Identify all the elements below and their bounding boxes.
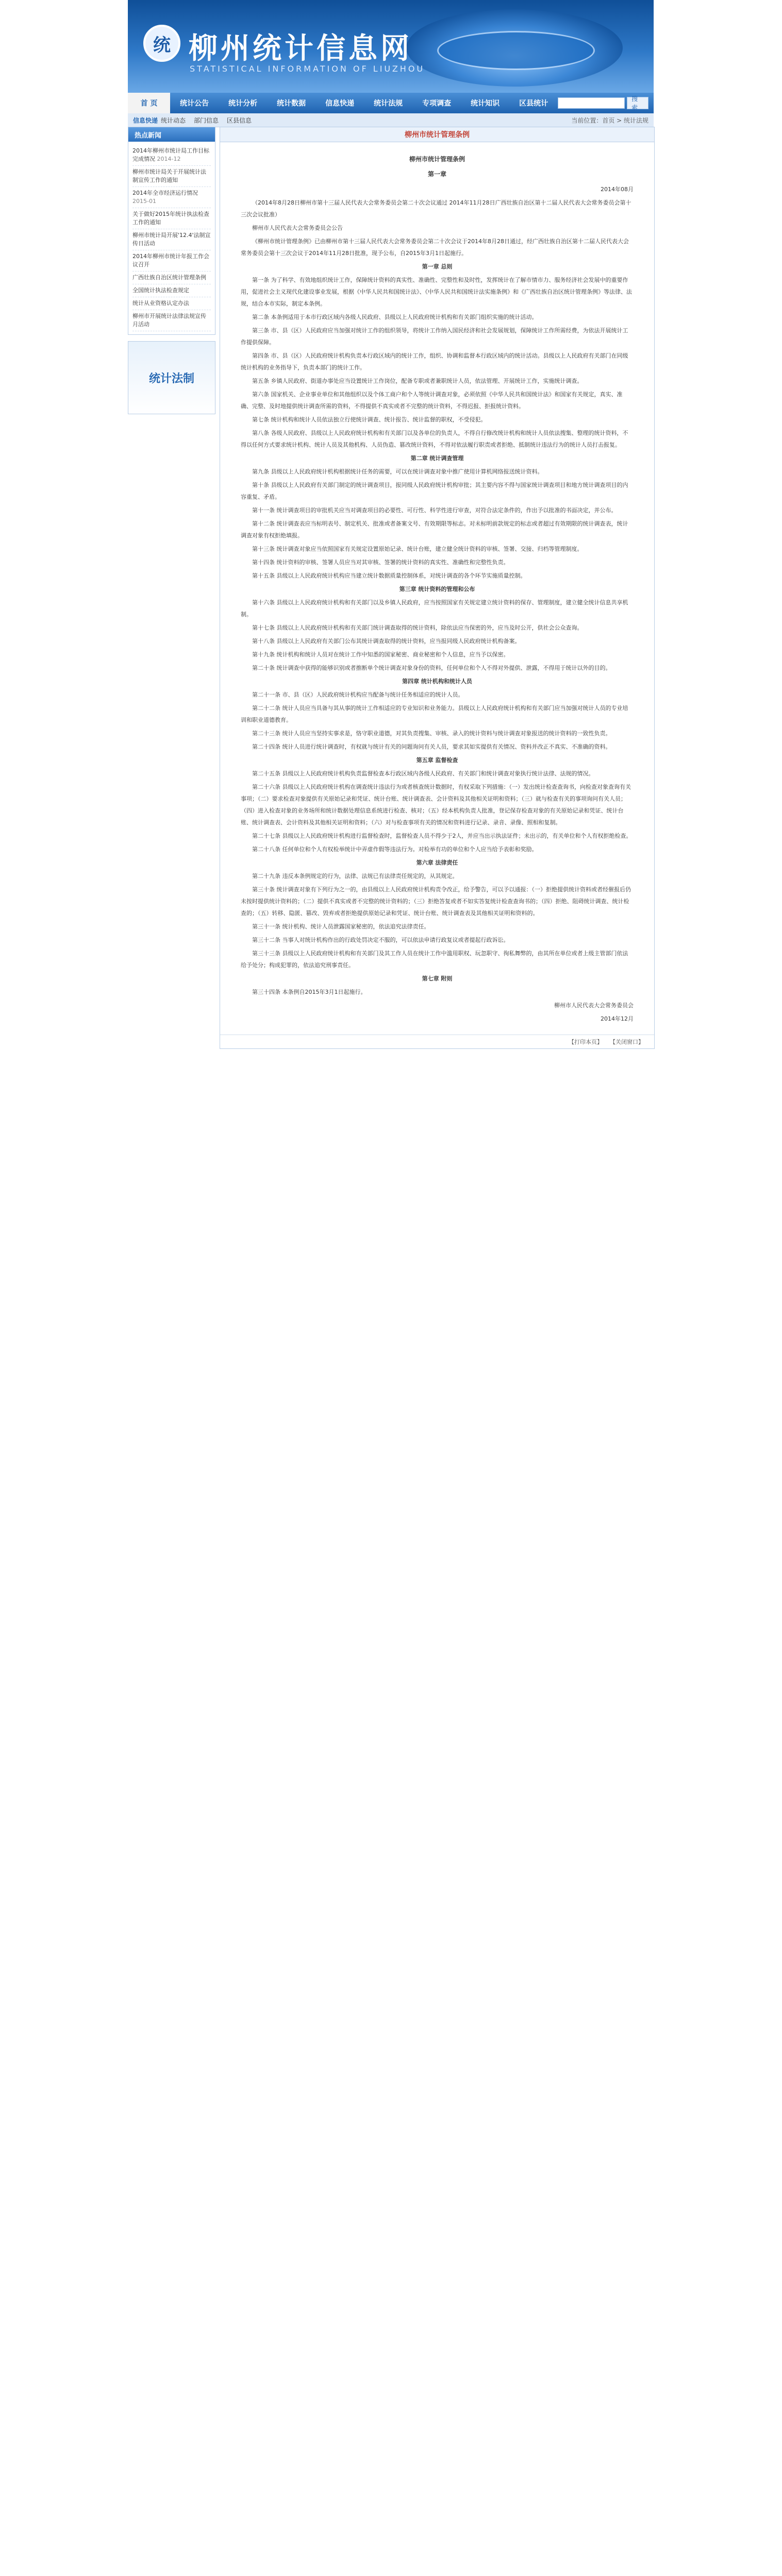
hot-news-title: 热点新闻 [128, 127, 215, 142]
list-item-date: 2015-01 [132, 198, 156, 205]
article-paragraph: 第二十三条 统计人员应当坚持实事求是，恪守职业道德，对其负责搜集、审核、录入的统计资料与统计调查对象报送的统计资料的一致性负责。 [252, 730, 611, 737]
main-nav [128, 93, 654, 113]
article-paragraph: 第七章 附则 [422, 975, 453, 982]
list-item[interactable] [132, 310, 211, 331]
list-item-text: 柳州市统计局关于开展统计法制宣传工作的通知 [132, 168, 206, 183]
list-item-text: 柳州市开展统计法律法规宣传月活动 [132, 313, 206, 328]
article-paragraph: 第二十条 统计调查中获得的能够识别或者推断单个统计调查对象身份的资料，任何单位和个人不得对外提供、泄露，不得用于统计以外的目的。 [252, 665, 611, 671]
subbar-link-2[interactable]: 部门信息 [194, 116, 219, 124]
article-paragraph: 第六条 国家机关、企业事业单位和其他组织以及个体工商户和个人等统计调查对象，必须依照《中华人民共和国统计法》和国家有关规定，真实、准确、完整、及时地提供统计调查所需的资料，不得提供不真实或者不完整的统计资料，不得迟报、拒报统计资料。 [241, 391, 623, 410]
list-item[interactable] [132, 297, 211, 310]
site-subtitle: STATISTICAL INFORMATION OF LIUZHOU [190, 64, 425, 74]
list-item-text: 2014年柳州市统计局工作目标完成情况 [132, 147, 209, 162]
list-item[interactable] [132, 208, 211, 229]
list-item[interactable] [132, 229, 211, 250]
page [128, 0, 654, 1045]
article-panel [220, 127, 655, 1049]
article-paragraph: 第二十七条 县级以上人民政府统计机构进行监督检查时，监督检查人员不得少于2人，并应当出示执法证件；未出示的，有关单位和个人有权拒绝检查。 [252, 833, 632, 839]
article-paragraph: 第三十三条 县级以上人民政府统计机构和有关部门及其工作人员在统计工作中滥用职权、玩忽职守、徇私舞弊的，由其所在单位或者上级主管部门依法给予处分；构成犯罪的，依法追究刑事责任。 [241, 950, 628, 969]
article-paragraph: 第三章 统计资料的管理和公布 [399, 586, 475, 592]
list-item-text: 2014年全市经济运行情况 [132, 190, 198, 196]
article-paragraph: 第一条 为了科学、有效地组织统计工作，保障统计资料的真实性、准确性、完整性和及时性，发挥统计在了解市情市力、服务经济社会发展中的重要作用，促进社会主义现代化建设事业发展，根据《中华人民共和国统计法》、《中华人民共和国统计法实施条例》和《广西壮族自治区统计管理条例》等法律、法规，结合本市实际，制定本条例。 [241, 277, 632, 307]
article-title: 柳州市统计管理条例 [409, 156, 465, 163]
article-paragraph: 第三十四条 本条例自2015年3月1日起施行。 [252, 989, 367, 995]
stadium-inner-graphic [437, 31, 595, 70]
article-paragraph: 第二十八条 任何单位和个人有权检举统计中弄虚作假等违法行为。对检举有功的单位和个人应当给予表彰和奖励。 [252, 846, 538, 853]
article-paragraphs [241, 197, 634, 998]
article-paragraph: 第三十二条 当事人对统计机构作出的行政处罚决定不服的，可以依法申请行政复议或者提起行政诉讼。 [252, 937, 509, 943]
article-paragraph: 第十七条 县级以上人民政府统计机构和有关部门统计调查取得的统计资料，除依法应当保密的外，应当及时公开，供社会公众查询。 [252, 624, 583, 631]
article-paragraph: 第三十一条 统计机构、统计人员泄露国家秘密的，依法追究法律责任。 [252, 923, 430, 930]
article-paragraph: 柳州市人民代表大会常务委员会公告 [252, 225, 343, 231]
article-paragraph: 第二十二条 统计人员应当具备与其从事的统计工作相适应的专业知识和业务能力。县级以上人民政府统计机构和有关部门应当加强对统计人员的专业培训和职业道德教育。 [241, 705, 628, 723]
article-paragraph: 第四条 市、县（区）人民政府统计机构负责本行政区域内的统计工作，组织、协调和监督本行政区域内的统计活动。县级以上人民政府有关部门在同级统计机构的业务指导下，负责本部门的统计工作。 [241, 352, 628, 371]
nav-item-3[interactable]: 统计数据 [277, 99, 306, 108]
article-subtitle: 第一章 [427, 171, 446, 178]
list-item[interactable] [132, 145, 211, 166]
nav-home[interactable]: 首 页 [128, 93, 170, 113]
search-input[interactable] [558, 97, 625, 109]
article-paragraph: 第七条 统计机构和统计人员依法独立行使统计调查、统计报告、统计监督的职权，不受侵犯。 [252, 416, 487, 423]
nav-item-2[interactable]: 统计分析 [228, 99, 258, 108]
article-paragraph: 第八条 各级人民政府、县级以上人民政府统计机构和有关部门以及各单位的负责人，不得自行修改统计机构和统计人员依法搜集、整理的统计资料，不得以任何方式要求统计机构、统计人员及其他机构、人员伪造、篡改统计资料，不得对依法履行职责或者拒绝、抵制统计违法行为的统计人员打击报复。 [241, 430, 628, 448]
article-paragraph: 第十条 县级以上人民政府有关部门制定的统计调查项目，报同级人民政府统计机构审批；其主要内容不得与国家统计调查项目和地方统计调查项目的内容重复、矛盾。 [241, 482, 628, 500]
list-item[interactable] [132, 284, 211, 297]
article-paragraph: 第二条 本条例适用于本市行政区域内各级人民政府、县级以上人民政府统计机构和有关部门组织实施的统计活动。 [252, 314, 538, 320]
article-paragraph: （2014年8月28日柳州市第十三届人民代表大会常务委员会第二十次会议通过 2014年11月28日广西壮族自治区第十二届人民代表大会常务委员会第十三次会议批准） [241, 199, 631, 218]
site-header [128, 0, 654, 93]
article-signature: 柳州市人民代表大会常务委员会 [554, 1002, 634, 1009]
nav-item-7[interactable]: 统计知识 [471, 99, 500, 108]
nav-item-4[interactable]: 信息快递 [325, 99, 355, 108]
hot-news-box [128, 127, 215, 335]
article-paragraph: 第九条 县级以上人民政府统计机构根据统计任务的需要，可以在统计调查对象中推广使用计算机网络报送统计资料。 [252, 468, 543, 475]
nav-search [558, 97, 648, 109]
article-signature-date: 2014年12月 [601, 1015, 634, 1022]
list-item-text: 2014年柳州市统计年报工作会议召开 [132, 253, 209, 268]
article-paragraph: 第五条 乡镇人民政府、街道办事处应当设置统计工作岗位，配备专职或者兼职统计人员，依法管理、开展统计工作，实施统计调查。 [252, 378, 583, 384]
close-link[interactable]: 【关闭窗口】 [610, 1039, 644, 1045]
article-paragraph: 第三条 市、县（区）人民政府应当加强对统计工作的组织领导，将统计工作纳入国民经济和社会发展规划，保障统计工作所需经费，为依法开展统计工作提供保障。 [241, 327, 628, 346]
article-paragraph: 第二十九条 违反本条例规定的行为，法律、法规已有法律责任规定的，从其规定。 [252, 873, 458, 879]
sub-bar [128, 113, 654, 127]
article-paragraph: 第六章 法律责任 [416, 859, 458, 866]
sidebar [128, 127, 215, 414]
list-item-text: 柳州市统计局开展'12.4'法制宣传日活动 [132, 232, 211, 247]
article-actions [220, 1035, 654, 1048]
promo-title: 统计法制 [148, 372, 194, 385]
article-paragraph: 第十一条 统计调查项目的审批机关应当对调查项目的必要性、可行性、科学性进行审查，对符合法定条件的，作出予以批准的书面决定，并公布。 [252, 507, 617, 514]
nav-item-6[interactable]: 专项调查 [422, 99, 452, 108]
hot-news-list [128, 142, 215, 334]
nav-item-5[interactable]: 统计法规 [374, 99, 403, 108]
list-item[interactable] [132, 166, 211, 187]
list-item[interactable] [132, 250, 211, 272]
list-item[interactable] [132, 272, 211, 284]
list-item-text: 全国统计执法检查规定 [132, 287, 189, 294]
breadcrumb: 当前位置：首页 > 统计法规 [571, 116, 648, 124]
article-section-title: 柳州市统计管理条例 [220, 127, 654, 142]
article-paragraph: 第五章 监督检查 [416, 757, 458, 764]
nav-item-8[interactable]: 区县统计 [519, 99, 548, 108]
article-paragraph: 《柳州市统计管理条例》已由柳州市第十三届人民代表大会常务委员会第二十次会议于2014年8月28日通过，经广西壮族自治区第十二届人民代表大会常务委员会第十三次会议于2014年11月28日批准，现予公布，自2015年3月1日起施行。 [241, 238, 629, 257]
article-date: 2014年08月 [601, 186, 634, 193]
article-paragraph: 第十五条 县级以上人民政府统计机构应当建立统计数据质量控制体系，对统计调查的各个环节实施质量控制。 [252, 572, 526, 579]
article-paragraph: 第十三条 统计调查对象应当依照国家有关规定设置原始记录、统计台账，建立健全统计资料的审核、签署、交接、归档等管理制度。 [252, 546, 583, 552]
article-paragraph: 第十二条 统计调查表应当标明表号、制定机关、批准或者备案文号、有效期限等标志。对未标明前款规定的标志或者超过有效期限的统计调查表，统计调查对象有权拒绝填报。 [241, 520, 628, 539]
list-item-text: 统计从业资格认定办法 [132, 300, 189, 307]
subbar-label: 信息快递 [133, 116, 158, 124]
article-paragraph: 第十九条 统计机构和统计人员对在统计工作中知悉的国家秘密、商业秘密和个人信息，应当予以保密。 [252, 651, 509, 658]
promo-banner[interactable] [128, 341, 215, 414]
print-link[interactable]: 【打印本页】 [569, 1039, 603, 1045]
nav-item-1[interactable]: 统计公告 [180, 99, 209, 108]
list-item-text: 关于做好2015年统计执法检查工作的通知 [132, 211, 209, 226]
article-paragraph: 第二十四条 统计人员进行统计调查时，有权就与统计有关的问题询问有关人员，要求其如实提供有关情况、资料并改正不真实、不准确的资料。 [252, 743, 611, 750]
article-paragraph: 第二十一条 市、县（区）人民政府统计机构应当配备与统计任务相适应的统计人员。 [252, 691, 464, 698]
search-button[interactable]: 搜 索 [627, 97, 648, 109]
subbar-link-3[interactable]: 区县信息 [227, 116, 252, 124]
list-item-text: 广西壮族自治区统计管理条例 [132, 274, 206, 281]
site-logo-icon[interactable]: 统 [143, 25, 180, 62]
subbar-link-1[interactable]: 统计动态 [161, 116, 186, 124]
article-paragraph: 第十四条 统计资料的审核、签署人员应当对其审核、签署的统计资料的真实性、准确性和完整性负责。 [252, 559, 509, 566]
article-paragraph: 第一章 总则 [422, 263, 453, 270]
list-item[interactable] [132, 187, 211, 208]
article-paragraph: 第二十五条 县级以上人民政府统计机构负责监督检查本行政区域内各级人民政府、有关部门和统计调查对象执行统计法律、法规的情况。 [252, 770, 594, 777]
article-body [220, 142, 654, 1035]
article-paragraph: 第二十六条 县级以上人民政府统计机构在调查统计违法行为或者核查统计数据时，有权采取下列措施：（一）发出统计检查查询书，向检查对象查询有关事项；（二）要求检查对象提供有关原始记录和凭证、统计台账、统计调查表、会计资料及其他相关证明和资料；（三）就与检查有关的事项询问有关人员；（四）进入检查对象的业务场所和统计数据处理信息系统进行检查、核对；（五）经本机构负责人批准，登记保存检查对象的有关原始记录和凭证、统计台账、统计调查表、会计资料及其他相关证明和资料；（六）对与检查事项有关的情况和资料进行记录、录音、录像、照相和复制。 [241, 784, 631, 826]
article-paragraph: 第二章 统计调查管理 [410, 455, 464, 462]
list-item-date: 2014-12 [157, 156, 181, 162]
site-title: 柳州统计信息网 [189, 31, 412, 65]
article-paragraph: 第四章 统计机构和统计人员 [402, 678, 472, 685]
article-paragraph: 第十八条 县级以上人民政府有关部门公布其统计调查取得的统计资料，应当报同级人民政府统计机构备案。 [252, 638, 521, 645]
article-paragraph: 第三十条 统计调查对象有下列行为之一的，由县级以上人民政府统计机构责令改正，给予警告，可以予以通报：（一）拒绝提供统计资料或者经催报后仍未按时提供统计资料的；（二）提供不真实或者不完整的统计资料的；（三）拒绝答复或者不如实答复统计检查查询书的；（四）拒绝、阻碍统计调查、统计检查的；（五）转移、隐匿、篡改、毁弃或者拒绝提供原始记录和凭证、统计台账、统计调查表及其他相关证明和资料的。 [241, 886, 631, 917]
article-paragraph: 第十六条 县级以上人民政府统计机构和有关部门以及乡镇人民政府，应当按照国家有关规定建立统计资料的保存、管理制度，建立健全统计信息共享机制。 [241, 599, 628, 618]
